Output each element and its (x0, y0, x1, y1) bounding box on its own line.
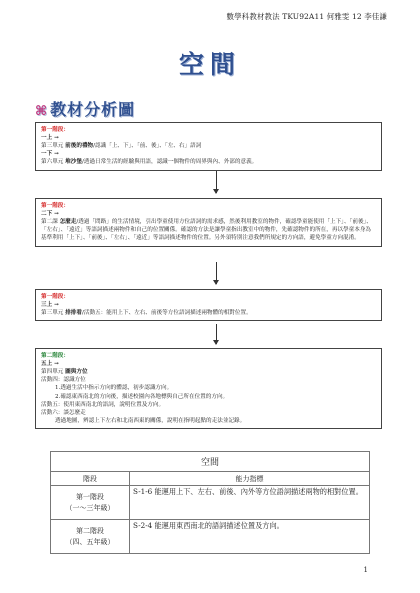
table-header-stage: 階段 (51, 472, 130, 486)
box3-unit-desc: /活動五：能用上下、左右、前後等方位語詞描述兩物體的相對位置。 (81, 310, 252, 317)
box1-unit-title: 前後的禮物 (65, 143, 94, 150)
box4-unit-title: 圖與方位 (65, 369, 88, 376)
section-heading-label: 教材分析圖 (50, 100, 136, 119)
stage-name: 第二階段 (76, 527, 104, 535)
box2-unit-title: 怎麼走 (59, 219, 77, 226)
box3-unit: 第三單元 (41, 310, 64, 317)
table-cell-indicator: S-2-4 能運用東西南北的語詞描述位置及方向。 (130, 520, 370, 554)
table-header-indicator: 能力指標 (130, 472, 370, 486)
stage-box-4 (35, 348, 382, 429)
command-icon: ⌘ (35, 104, 49, 119)
page-title: 空間 (178, 50, 241, 79)
box1-line2 (41, 158, 376, 166)
flow-arrow-2 (216, 262, 217, 284)
box2-level: 第一階段： (41, 203, 69, 209)
box3-level: 第一階段： (41, 294, 69, 300)
table-row (51, 486, 370, 520)
box2-grade: 二下 → (41, 211, 59, 218)
stage-box-2 (35, 198, 382, 247)
box4-unit: 第四單元 (41, 369, 64, 376)
box1-unit2-desc: /透過日常生活的經驗與用語，認識一個物件的周界與內、外部的意義。 (81, 159, 258, 166)
stage-box-1 (35, 122, 382, 171)
box3-line (41, 309, 376, 317)
box4-line (41, 368, 376, 376)
box1-unit: 第三單元 (41, 143, 64, 150)
box1-level: 第一階段： (41, 127, 69, 133)
table-cell-indicator: S-1-6 能運用上下、左右、前後、內外等方位語詞描述兩物的相對位置。 (130, 486, 370, 520)
box1-grade: 一上 → (41, 135, 59, 142)
box2-unit-desc: /透過「問路」的生活情境，引出學童使用方位語詞的需求感，然後利用教室的物件，確認學童能使用「上下」、「前後」、「左右」、「遠近」等語詞描述兩物件和自己的位置關係。確認的方法是讓學童指出教室中的物件，先確認物件的所在，再以學童本身為基準利用「上下」、「前後」、「左右」、「遠近」等語詞描述物件的位置。另外須特別注意我們所規定的方向語，避免學童方向混淆。 (41, 219, 372, 242)
section-heading (35, 97, 135, 120)
box1-unit-desc: /認識「上、下」、「前、後」、「左、右」語詞 (93, 143, 202, 150)
box3-unit-title: 排排看 (65, 310, 82, 317)
table-caption: 空間 (51, 452, 370, 472)
flow-arrow-3 (216, 324, 217, 344)
page-header: 數學科教材教法 TKU92A11 何雅雯 12 李佳謙 (226, 12, 387, 21)
box2-unit: 第二課 (41, 219, 58, 226)
indicator-table (50, 451, 370, 554)
box1-line1 (41, 142, 376, 150)
box4-act4-1: 1.透過生活中指示方向的體認，初步認識方向。 (55, 385, 173, 392)
box1-unit2-title: 堆沙堡 (65, 159, 82, 166)
box2-line (41, 218, 376, 242)
box1-unit2: 第六單元 (41, 159, 64, 166)
table-row (51, 520, 370, 554)
stage-grades: （一～三年級） (65, 503, 115, 512)
stage-name: 第一階段 (76, 493, 104, 501)
stage-grades: （四、五年級） (65, 537, 115, 546)
box4-act6-1: 透過地圖，辨認上下左右和北南西東的關係，說明在指明起點的走法並記錄。 (55, 417, 246, 424)
box4-act4: 活動四：認識方位 (41, 377, 86, 384)
table-cell-stage (51, 486, 130, 520)
box4-act6: 活動六：談怎麼走 (41, 409, 86, 416)
box1-grade2: 一下 → (41, 151, 59, 158)
box3-grade: 三上 → (41, 302, 59, 309)
box4-act5: 活動五：使用東西南北的語詞，說明位置及方向。 (41, 401, 165, 408)
box4-level: 第二階段： (41, 353, 69, 359)
page-number: 1 (363, 566, 368, 574)
flow-arrow-1 (216, 171, 217, 193)
table-cell-stage (51, 520, 130, 554)
box4-act4-2: 2.確認東西南北的方向後，描述校園內各地標與自己所在位置的方向。 (55, 393, 229, 400)
stage-box-3 (35, 289, 382, 321)
box4-grade: 五上 → (41, 361, 59, 368)
